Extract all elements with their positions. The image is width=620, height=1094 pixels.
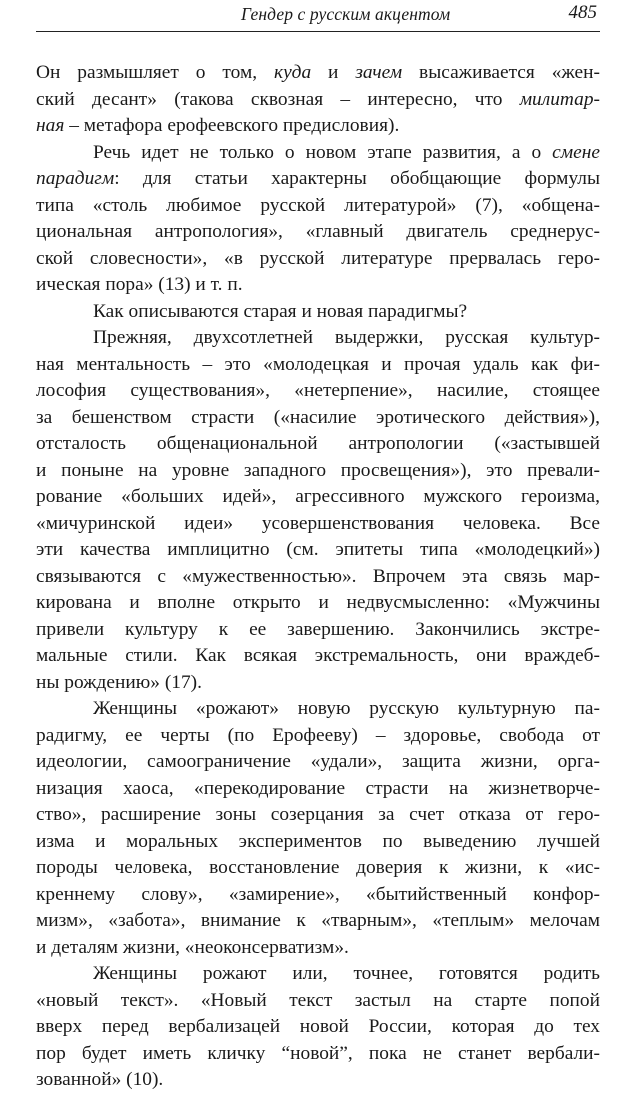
text-line	[36, 378, 600, 405]
text-line	[36, 696, 600, 723]
text-segment: «новый текст». «Новый текст застыл на старте попой	[36, 989, 600, 1011]
text-segment: ство», расширение зоны созерцания за счет отказа от геро-	[36, 804, 600, 825]
text-segment: привели культуру к ее завершению. Закончились экстре-	[36, 618, 600, 640]
text-segment: ическая пора» (13) и т. п.	[36, 274, 243, 295]
text-line	[36, 87, 600, 114]
text-line	[36, 246, 600, 273]
text-segment: зованной» (10).	[36, 1069, 164, 1090]
text-segment: связываются с «мужественностью». Впрочем эта связь мар-	[36, 565, 600, 587]
text-segment: и поныне на уровне западного просвещения»), это превали-	[36, 459, 600, 481]
text-line	[36, 643, 600, 670]
text-line	[36, 352, 600, 379]
text-segment: высаживается «жен-	[402, 62, 600, 83]
text-segment: Речь идет не только о новом этапе развития, а о	[93, 141, 553, 163]
text-segment: ской словесности», «в русской литературе прервалась геро-	[36, 247, 600, 269]
text-line	[36, 855, 600, 882]
text-line	[36, 511, 600, 538]
text-line	[36, 776, 600, 803]
text-segment: Он размышляет о том,	[36, 62, 275, 83]
text-segment: Женщины рожают или, точнее, готовятся родить	[93, 963, 600, 984]
text-segment: отсталость общенациональной антропологии («застывшей	[36, 433, 600, 454]
text-line	[36, 1067, 600, 1094]
text-segment: вверх перед вербализацей новой России, которая до тех	[36, 1016, 600, 1037]
text-segment: эти качества имплицитно (см. эпитеты типа «молодецкий»)	[36, 539, 600, 560]
text-line	[36, 113, 600, 140]
text-line	[36, 988, 600, 1015]
text-line	[36, 961, 600, 988]
text-segment: за бешенством страсти («насилие эротического действия»),	[36, 406, 600, 428]
text-segment: изма и моральных экспериментов по выведению лучшей	[36, 830, 600, 852]
text-segment: и деталям жизни, «неоконсерватизм».	[36, 936, 349, 958]
text-line	[36, 140, 600, 167]
text-line	[36, 908, 600, 935]
text-segment: ны рождению» (17).	[36, 671, 202, 693]
text-line	[36, 431, 600, 458]
italic-text: ная	[36, 115, 65, 136]
text-segment: Женщины «рожают» новую русскую культурную па-	[93, 698, 600, 719]
text-line	[36, 1014, 600, 1041]
text-segment: «мичуринской идеи» усовершенствования человека. Все	[36, 512, 600, 534]
text-line	[36, 193, 600, 220]
italic-text: парадигм	[36, 168, 115, 189]
text-line	[36, 617, 600, 644]
text-segment: – метафора ерофеевского предисловия).	[64, 115, 400, 136]
italic-text: зачем	[355, 62, 403, 83]
page-number: 485	[568, 2, 597, 23]
text-line	[36, 882, 600, 909]
text-line	[36, 60, 600, 87]
text-line	[36, 802, 600, 829]
text-line	[36, 537, 600, 564]
text-segment: и	[311, 62, 356, 83]
italic-text: куда	[274, 62, 312, 83]
text-segment: мизм», «забота», внимание к «тварным», «теплым» мелочам	[36, 910, 600, 931]
text-segment: мальные стили. Как всякая экстремальность, они враждеб-	[36, 645, 600, 666]
text-line	[36, 935, 600, 962]
text-line	[36, 723, 600, 750]
header-rule	[36, 31, 600, 32]
text-segment: радигму, ее черты (по Ерофееву) – здоровье, свобода от	[36, 724, 600, 746]
text-line	[36, 670, 600, 697]
text-line	[36, 166, 600, 193]
text-line	[36, 484, 600, 511]
text-segment: низация хаоса, «перекодирование страсти на жизнетворче-	[36, 777, 600, 799]
text-line	[36, 749, 600, 776]
text-segment: породы человека, восстановление доверия к жизни, к «ис-	[36, 857, 600, 878]
text-segment: Как описываются старая и новая парадигмы?	[93, 300, 468, 322]
text-line	[36, 1041, 600, 1068]
text-line	[36, 219, 600, 246]
text-segment: : для статьи характерны обобщающие формулы	[114, 168, 600, 189]
text-line	[36, 564, 600, 591]
text-line	[36, 829, 600, 856]
running-head	[36, 2, 599, 28]
body-text	[36, 60, 600, 1094]
text-segment: кирована и вполне открыто и недвусмысленно: «Мужчины	[36, 592, 600, 613]
text-segment: пор будет иметь кличку “новой”, пока не станет вербали-	[36, 1042, 600, 1064]
text-segment: ский десант» (такова сквозная – интересно, что	[36, 88, 520, 110]
text-segment: креннему слову», «замирение», «бытийственный конфор-	[36, 883, 600, 905]
text-segment: лософия существования», «нетерпение», насилие, стоящее	[36, 380, 600, 401]
text-segment: Прежняя, двухсотлетней выдержки, русская культур-	[93, 327, 600, 348]
text-segment: циональная антропология», «главный двигатель среднерус-	[36, 221, 600, 242]
text-line	[36, 405, 600, 432]
text-segment: рование «больших идей», агрессивного мужского героизма,	[36, 486, 600, 507]
text-line	[36, 590, 600, 617]
text-segment: идеологии, самоограничение «удали», защита жизни, орга-	[36, 751, 600, 772]
text-line	[36, 325, 600, 352]
italic-text: смене	[552, 141, 600, 163]
text-segment: типа «столь любимое русской литературой» (7), «общена-	[36, 194, 600, 216]
running-title: Гендер с русским акцентом	[241, 4, 451, 24]
text-line	[36, 458, 600, 485]
text-line	[36, 299, 600, 326]
text-line	[36, 272, 600, 299]
italic-text: милитар-	[519, 88, 600, 110]
text-segment: ная ментальность – это «молодецкая и прочая удаль как фи-	[36, 353, 600, 375]
